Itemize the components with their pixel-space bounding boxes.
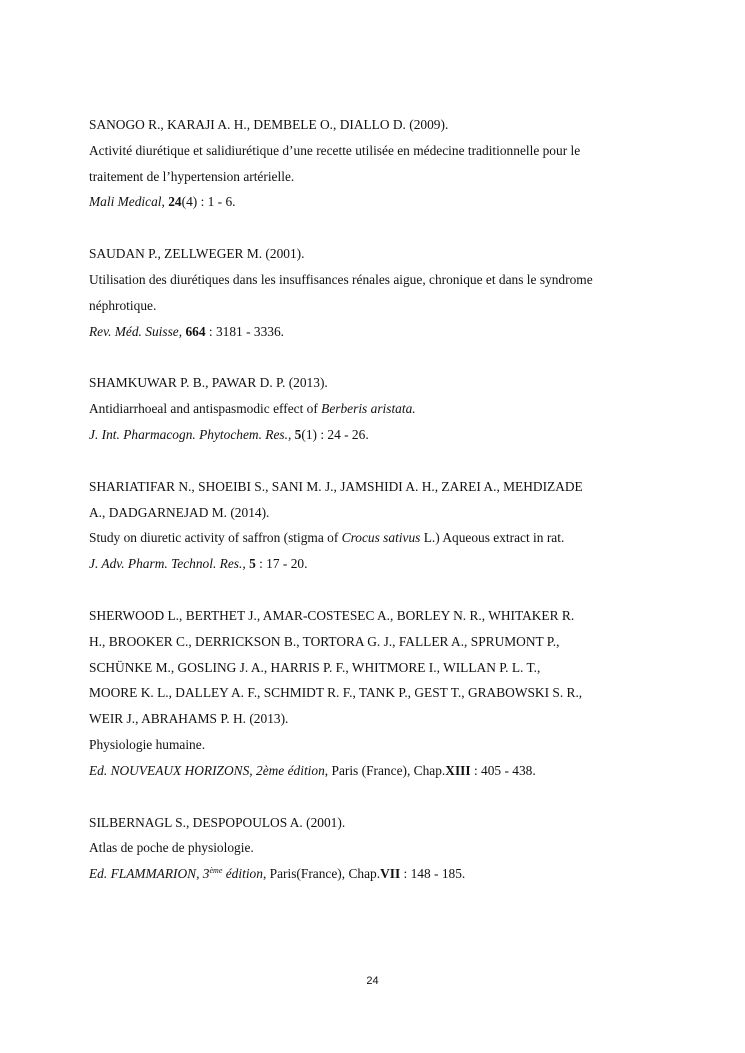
reference-authors: SHARIATIFAR N., SHOEIBI S., SANI M. J., JAMSHIDI A. H., ZAREI A., MEHDIZADE xyxy=(89,478,583,494)
publisher xyxy=(89,866,263,881)
reference-source xyxy=(89,861,669,887)
reference-authors: SANOGO R., KARAJI A. H., DEMBELE O., DIALLO D. (2009). xyxy=(89,117,449,132)
title-text: Study on diuretic activity of saffron (stigma of xyxy=(89,530,342,546)
reference-source xyxy=(89,189,669,215)
journal-name: Rev. Méd. Suisse xyxy=(89,323,179,339)
volume: 5 xyxy=(294,426,302,442)
reference-title: Atlas de poche de physiologie. xyxy=(89,840,254,856)
place: , Paris (France), Chap. xyxy=(324,762,446,778)
reference-source xyxy=(89,319,669,345)
reference-authors: WEIR J., ABRAHAMS P. H. (2013). xyxy=(89,711,289,727)
separator: , xyxy=(161,194,169,210)
page-number: 24 xyxy=(366,975,379,987)
reference-source xyxy=(89,758,669,784)
reference-entry xyxy=(89,370,669,447)
reference-title: Activité diurétique et salidiurétique d’une recette utilisée en médecine traditionnelle pour le xyxy=(89,142,581,158)
title-text: Antidiarrhoeal and antispasmodic effect of xyxy=(89,401,322,417)
issue-pages: : 3181 - 3336. xyxy=(205,323,285,339)
reference-entry xyxy=(89,810,669,887)
separator: , xyxy=(178,323,186,339)
reference-entry xyxy=(89,474,669,577)
reference-authors: SAUDAN P., ZELLWEGER M. (2001). xyxy=(89,246,305,262)
volume: 24 xyxy=(168,194,182,210)
reference-authors: SCHÜNKE M., GOSLING J. A., HARRIS P. F., WHITMORE I., WILLAN P. L. T., xyxy=(89,659,541,675)
publisher-text: Ed. FLAMMARION, 3 xyxy=(89,866,210,882)
place: , Paris(France), Chap. xyxy=(262,866,381,882)
reference-source xyxy=(89,422,669,448)
reference-title: traitement de l’hypertension artérielle. xyxy=(89,168,295,184)
pages: : 405 - 438. xyxy=(470,762,536,778)
reference-authors: MOORE K. L., DALLEY A. F., SCHMIDT R. F., TANK P., GEST T., GRABOWSKI S. R., xyxy=(89,685,583,701)
reference-title: néphrotique. xyxy=(89,297,157,313)
reference-title: Utilisation des diurétiques dans les insuffisances rénales aigue, chronique et dans le syndrome xyxy=(89,271,593,287)
reference-authors: SILBERNAGL S., DESPOPOULOS A. (2001). xyxy=(89,814,346,830)
edition-superscript: ème xyxy=(209,866,223,876)
reference-title xyxy=(89,525,669,551)
issue-pages: : 17 - 20. xyxy=(255,556,308,572)
issue-pages: (4) : 1 - 6. xyxy=(181,194,236,210)
title-text: L.) Aqueous extract in rat. xyxy=(420,530,565,546)
reference-authors: SHERWOOD L., BERTHET J., AMAR-COSTESEC A., BORLEY N. R., WHITAKER R. xyxy=(89,607,575,623)
issue-pages: (1) : 24 - 26. xyxy=(301,426,369,442)
reference-list xyxy=(89,112,669,913)
journal-name: Mali Medical xyxy=(89,194,162,210)
chapter: XIII xyxy=(445,762,471,778)
reference-title xyxy=(89,396,669,422)
reference-authors: SHAMKUWAR P. B., PAWAR D. P. (2013). xyxy=(89,375,328,391)
reference-authors: H., BROOKER C., DERRICKSON B., TORTORA G. J., FALLER A., SPRUMONT P., xyxy=(89,633,560,649)
journal-name: J. Int. Pharmacogn. Phytochem. Res., xyxy=(89,426,292,442)
reference-entry xyxy=(89,603,669,784)
publisher-text: édition xyxy=(222,866,263,882)
reference-source xyxy=(89,551,669,577)
volume: 664 xyxy=(185,323,206,339)
volume: 5 xyxy=(249,556,256,572)
reference-authors: A., DADGARNEJAD M. (2014). xyxy=(89,504,270,520)
species-name: Crocus sativus xyxy=(341,530,421,546)
chapter: VII xyxy=(380,866,401,882)
publisher: Ed. NOUVEAUX HORIZONS, 2ème édition xyxy=(89,762,325,778)
journal-name: J. Adv. Pharm. Technol. Res., xyxy=(89,556,246,572)
species-name: Berberis aristata. xyxy=(321,401,416,417)
reference-entry xyxy=(89,241,669,344)
reference-title: Physiologie humaine. xyxy=(89,736,206,752)
pages: : 148 - 185. xyxy=(400,866,466,882)
reference-entry xyxy=(89,112,669,215)
